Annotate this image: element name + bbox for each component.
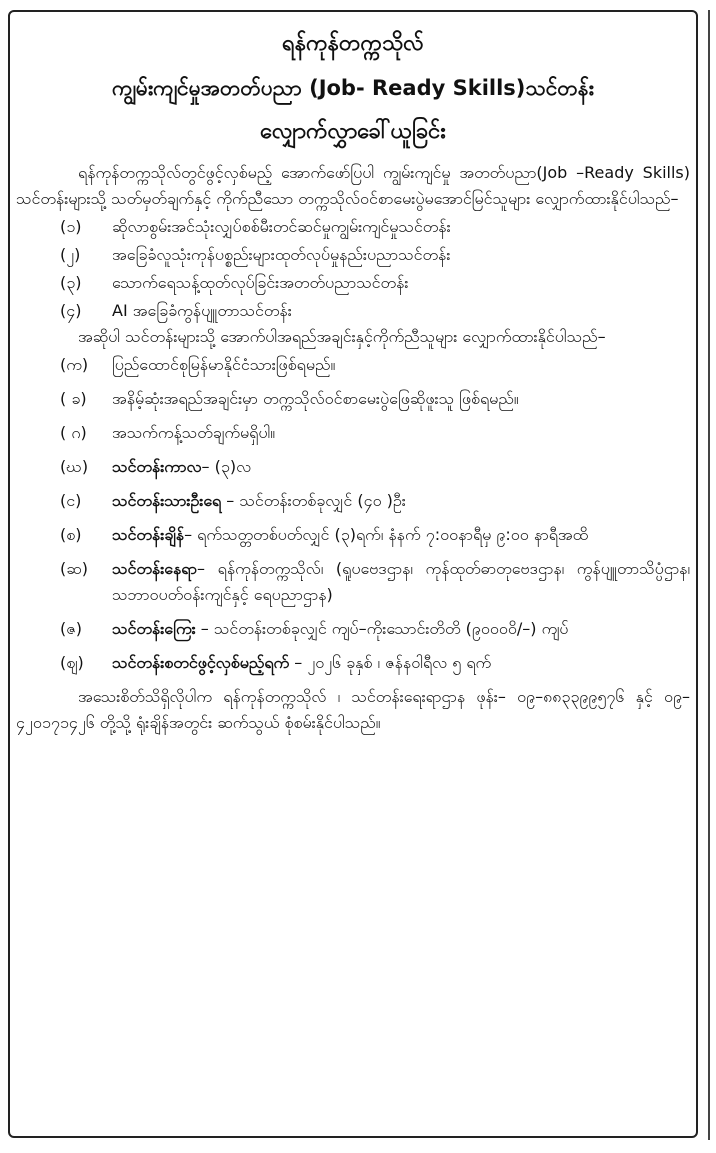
course-item [16, 270, 690, 296]
criteria-text [112, 616, 690, 642]
page-edge-line [708, 10, 710, 1140]
criteria-label: သင်တန်းသားဦးရေ [112, 491, 222, 510]
criteria-value: – သင်တန်းတစ်ခုလျှင် ကျပ်–ကိုးသောင်းတိတိ (၉၀၀၀၀ိ/–) ကျပ် [195, 619, 569, 638]
criteria-number: (ဆ) [60, 559, 88, 578]
criteria-item [16, 488, 690, 514]
course-number: (၁) [60, 217, 82, 236]
intro-paragraph: ရန်ကုန်တက္ကသိုလ်တွင်ဖွင့်လှစ်မည့် အောက်ဖော်ပြပါ ကျွမ်းကျင်မှု အတတ်ပညာ(Job –Ready Skills) သင်တန်းများသို့ သတ်မှတ်ချက်နှင့် ကိုက်ညီသော တက္ကသိုလ်ဝင်စာမေးပွဲမအောင်မြင်သူများ လျှောက်ထားနိုင်ပါသည်– [16, 163, 690, 208]
title-application-call: လျှောက်လွှာခေါ်ယူခြင်း [260, 119, 446, 144]
criteria-number: (စ) [60, 525, 82, 544]
criteria-item [16, 420, 690, 446]
criteria-number: (င) [60, 491, 82, 510]
title-university: ရန်ကုန်တက္ကသိုလ် [282, 31, 424, 56]
criteria-text [112, 650, 690, 676]
criteria-label: သင်တန်းနေရာ [112, 559, 197, 578]
contact-paragraph: အသေးစိတ်သိရှိလိုပါက ရန်ကုန်တက္ကသိုလ် ၊ သင်တန်းရေးရာဌာန ဖုန်း– ၀၉–၈၈၃၃၉၉၅၇၆ နှင့် ၀၉–၄၂၀၁၇၁၄၂၆ တို့သို့ ရုံးချိန်အတွင်း ဆက်သွယ် စုံစမ်းနိုင်ပါသည်။ [16, 687, 690, 732]
criteria-text [112, 556, 690, 608]
criteria-label: သင်တန်းစတင်ဖွင့်လှစ်မည့်ရက် [112, 653, 290, 672]
criteria-text [112, 386, 690, 412]
criteria-value: – ရက်သတ္တတစ်ပတ်လျှင် (၃)ရက်၊ နံနက် ၇:၀၀နာရီမှ ၉:၀၀ နာရီအထိ [184, 525, 589, 544]
criteria-label: သင်တန်းကြေး [112, 619, 196, 638]
criteria-item [16, 386, 690, 412]
title-course: ကျွမ်းကျင်မှုအတတ်ပညာ (Job- Ready Skills)သင်တန်း [111, 76, 594, 100]
criteria-value: – ရန်ကုန်တက္ကသိုလ်၊ (ရူပဗေဒဌာန၊ ကုန်ထုတ်ဓာတုဗေဒဌာန၊ ကွန်ပျူတာသိပ္ပံဌာန၊ သဘာဝပတ်ဝန်းကျင်နှင့် ရေပညာဌာန) [112, 559, 690, 604]
criteria-value: ပြည်ထောင်စုမြန်မာနိုင်ငံသားဖြစ်ရမည်။ [112, 355, 336, 374]
criteria-item [16, 352, 690, 378]
criteria-value: – သင်တန်းတစ်ခုလျှင် (၄၀ )ဦး [221, 491, 406, 510]
criteria-text [112, 454, 690, 480]
notice-body [16, 160, 690, 736]
criteria-text [112, 420, 690, 446]
course-name: အခြေခံလူသုံးကုန်ပစ္စည်းများထုတ်လုပ်မှုနည်းပညာသင်တန်း [112, 245, 451, 264]
course-number: (၄) [60, 301, 82, 320]
criteria-value: – ၂၀၂၆ ခုနှစ် ၊ ဇန်နဝါရီလ ၅ ရက် [289, 653, 492, 672]
course-item [16, 298, 690, 324]
title-block [8, 22, 698, 154]
criteria-item [16, 522, 690, 548]
criteria-number: (ဈ) [60, 653, 84, 672]
course-item [16, 214, 690, 240]
course-name: သောက်ရေသန့်ထုတ်လုပ်ခြင်းအတတ်ပညာသင်တန်း [112, 273, 409, 292]
criteria-value: – (၃)လ [201, 457, 252, 476]
criteria-value: အနိမ့်ဆုံးအရည်အချင်းမှာ တက္ကသိုလ်ဝင်စာမေးပွဲဖြေဆိုဖူးသူ ဖြစ်ရမည်။ [112, 389, 519, 408]
criteria-label: သင်တန်းချိန် [112, 525, 185, 544]
criteria-text [112, 522, 690, 548]
criteria-value: အသက်ကန့်သတ်ချက်မရှိပါ။ [112, 423, 276, 442]
criteria-number: (ဇ) [60, 619, 82, 638]
criteria-intro: အဆိုပါ သင်တန်းများသို့ အောက်ပါအရည်အချင်းနှင့်ကိုက်ညီသူများ လျှောက်ထားနိုင်ပါသည်– [78, 327, 606, 346]
criteria-label: သင်တန်းကာလ [112, 457, 202, 476]
criteria-item [16, 556, 690, 608]
course-name: AI အခြေခံကွန်ပျူတာသင်တန်း [112, 301, 292, 320]
criteria-item [16, 616, 690, 642]
criteria-item [16, 650, 690, 676]
criteria-text [112, 352, 690, 378]
criteria-number: (ဃ) [60, 457, 89, 476]
criteria-number: ( ဂ) [60, 423, 87, 442]
course-number: (၂) [60, 245, 81, 264]
criteria-number: (က) [60, 355, 89, 374]
course-number: (၃) [60, 273, 82, 292]
criteria-item [16, 454, 690, 480]
criteria-text [112, 488, 690, 514]
criteria-number: ( ခ) [60, 389, 87, 408]
course-name: ဆိုလာစွမ်းအင်သုံးလျှပ်စစ်မီးတင်ဆင်မှုကျွမ်းကျင်မှုသင်တန်း [112, 217, 451, 236]
criteria-list [16, 352, 690, 676]
course-item [16, 242, 690, 268]
course-list [16, 214, 690, 324]
